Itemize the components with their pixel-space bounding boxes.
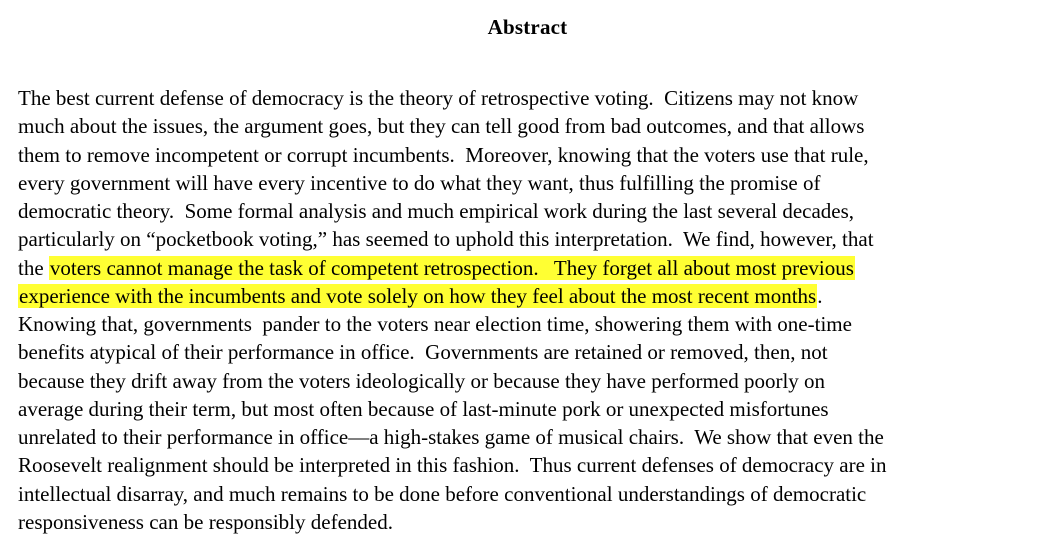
- text-span: because they drift away from the voters ideologically or because they have performed poorly on: [18, 368, 826, 393]
- text-span: democratic theory. Some formal analysis and much empirical work during the last several decades,: [18, 199, 855, 223]
- abstract-title: Abstract: [487, 15, 568, 39]
- text-span: intellectual disarray, and much remains to be done before conventional understandings of democratic: [18, 481, 867, 506]
- text-line: [18, 112, 1048, 140]
- text-line: [18, 480, 1048, 508]
- highlighted-text: experience with the incumbents and vote solely on how they feel about the most recent months: [19, 283, 817, 308]
- text-span: unrelated to their performance in office—a high-stakes game of musical chairs. We show that even the: [18, 425, 884, 449]
- text-line: [18, 225, 1048, 253]
- text-line: [18, 141, 1048, 169]
- text-span: the: [18, 255, 49, 280]
- text-span: particularly on “pocketbook voting,” has seemed to uphold this interpretation. We find, however, that: [18, 227, 874, 252]
- text-line: [18, 395, 1048, 423]
- text-span: them to remove incompetent or corrupt incumbents. Moreover, knowing that the voters use that rule,: [18, 142, 869, 167]
- text-span: responsiveness can be responsibly defended.: [18, 509, 393, 534]
- text-line: [18, 84, 1048, 112]
- text-line: [18, 451, 1048, 479]
- text-line: [18, 338, 1048, 366]
- text-line: [18, 310, 1048, 338]
- text-line: [18, 282, 1048, 310]
- text-span: Roosevelt realignment should be interpreted in this fashion. Thus current defenses of democracy are in: [18, 453, 887, 478]
- text-line: [18, 169, 1048, 197]
- text-line: [18, 423, 1048, 451]
- highlighted-text: voters cannot manage the task of competent retrospection. They forget all about most previous: [49, 255, 854, 280]
- text-line: [18, 508, 1048, 536]
- text-span: .: [817, 283, 823, 308]
- text-span: much about the issues, the argument goes, but they can tell good from bad outcomes, and that allows: [18, 114, 865, 139]
- text-span: Knowing that, governments pander to the voters near election time, showering them with one-time: [18, 312, 852, 336]
- text-line: [18, 254, 1048, 282]
- text-span: benefits atypical of their performance in office. Governments are retained or removed, then, not: [18, 340, 828, 365]
- text-line: [18, 367, 1048, 395]
- text-line: [18, 197, 1048, 225]
- text-span: average during their term, but most often because of last-minute pork or unexpected misfortunes: [18, 396, 829, 421]
- text-span: every government will have every incentive to do what they want, thus fulfilling the promise of: [18, 170, 821, 195]
- abstract-paragraph: [18, 84, 1048, 536]
- text-span: The best current defense of democracy is the theory of retrospective voting. Citizens may not know: [18, 86, 859, 110]
